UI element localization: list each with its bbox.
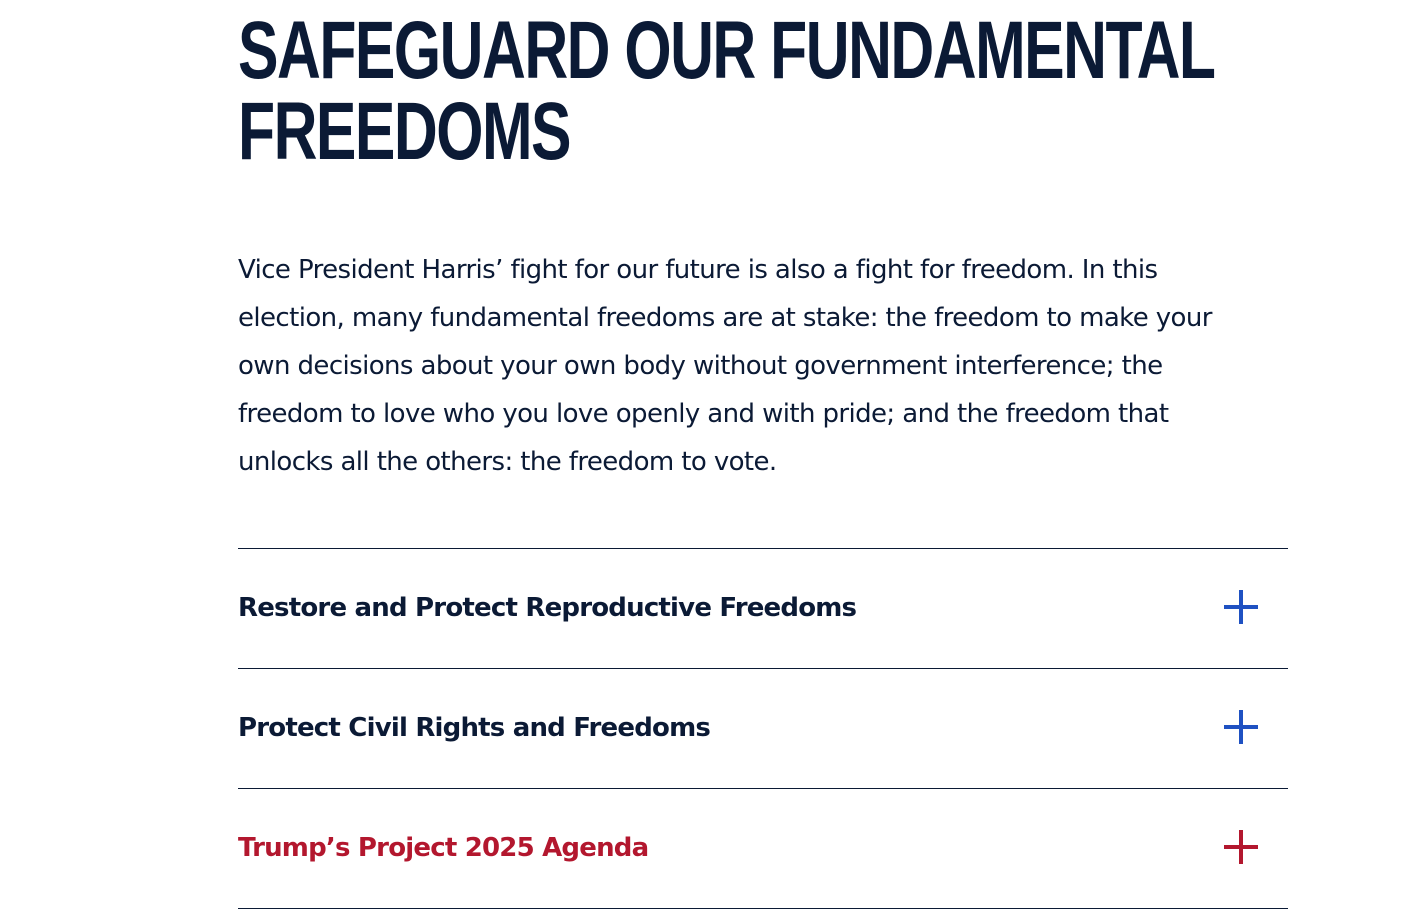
- accordion-item-project-2025[interactable]: [238, 789, 1288, 909]
- accordion: [238, 548, 1288, 909]
- accordion-item-label: Restore and Protect Reproductive Freedoms: [238, 593, 857, 623]
- plus-icon[interactable]: [1224, 590, 1258, 624]
- accordion-item-label: Trump’s Project 2025 Agenda: [238, 833, 649, 863]
- page-title: [238, 5, 1215, 177]
- page-title-line-1: SAFEGUARD OUR FUNDAMENTAL: [238, 5, 1215, 96]
- plus-icon[interactable]: [1224, 710, 1258, 744]
- accordion-item-label: Protect Civil Rights and Freedoms: [238, 713, 711, 743]
- intro-paragraph: Vice President Harris’ fight for our future is also a fight for freedom. In this election, many fundamental freedoms are at stake: the freedom to make your own decisions about your own body without government interference; the freedom to love who you love openly and with pride; and the freedom that unlocks all the others: the freedom to vote.: [238, 255, 1212, 477]
- accordion-item-reproductive-freedoms[interactable]: [238, 549, 1288, 669]
- plus-icon[interactable]: [1224, 830, 1258, 864]
- page-title-line-2: FREEDOMS: [238, 86, 571, 177]
- accordion-item-civil-rights[interactable]: [238, 669, 1288, 789]
